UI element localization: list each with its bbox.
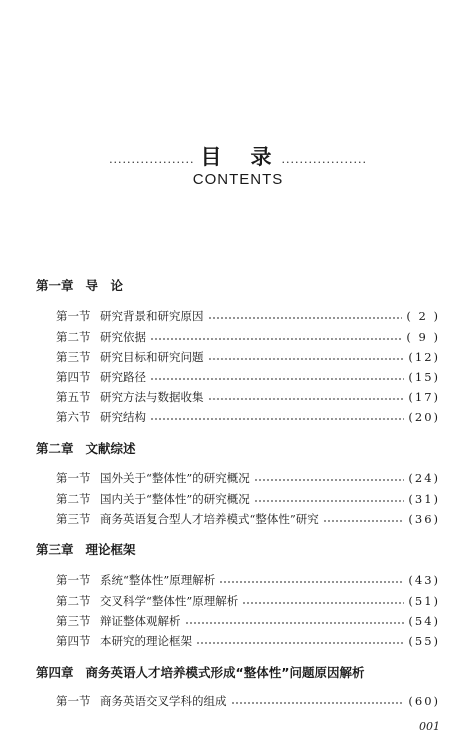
- chapter-number: 第三章: [36, 542, 74, 557]
- section-number: 第一节: [56, 573, 91, 587]
- dot-leader: [150, 338, 402, 340]
- section-number: 第五节: [56, 390, 91, 404]
- section-title: 研究依据: [100, 330, 146, 344]
- chapter-title: 商务英语人才培养模式形成“整体性”问题原因解析: [85, 665, 365, 680]
- section-number: 第六节: [56, 410, 91, 424]
- section-title: 商务英语复合型人才培养模式“整体性”研究: [100, 512, 319, 526]
- section-number: 第二节: [56, 492, 91, 506]
- toc-entry[interactable]: [56, 612, 440, 630]
- toc-entry[interactable]: [56, 469, 440, 487]
- chapter-heading[interactable]: [36, 541, 446, 559]
- toc-entry[interactable]: [56, 692, 440, 710]
- dot-leader: [150, 378, 404, 380]
- section-title: 研究结构: [100, 410, 146, 424]
- section-number: 第二节: [56, 330, 91, 344]
- section-number: 第二节: [56, 594, 91, 608]
- chapter-heading[interactable]: [36, 277, 446, 295]
- toc-entry[interactable]: [56, 592, 440, 610]
- page-number: (36): [408, 512, 440, 526]
- dot-leader: [254, 500, 405, 502]
- page-number: (24): [408, 471, 440, 485]
- dot-leader: [208, 398, 405, 400]
- section-number: 第四节: [56, 634, 91, 648]
- page-title: 目 录: [200, 145, 276, 169]
- section-title: 研究背景和研究原因: [100, 309, 204, 323]
- dot-leader: [231, 702, 405, 704]
- section-title: 研究方法与数据收集: [100, 390, 204, 404]
- section-title: 国外关于“整体性”的研究概况: [100, 471, 250, 485]
- title-dots-left: ...................: [109, 153, 195, 166]
- page-subtitle: CONTENTS: [192, 171, 284, 188]
- chapter-number: 第一章: [36, 278, 74, 293]
- chapter-heading[interactable]: [36, 440, 446, 458]
- toc-heading: [0, 144, 476, 188]
- chapter-number: 第二章: [36, 441, 74, 456]
- chapter-title: 导 论: [85, 278, 124, 293]
- dot-leader: [196, 642, 404, 644]
- dot-leader: [219, 581, 404, 583]
- dot-leader: [208, 358, 405, 360]
- toc-entry[interactable]: [56, 307, 440, 325]
- title-dots-right: ...................: [281, 153, 367, 166]
- page-number: ( 2 ): [406, 309, 440, 323]
- page-number: (15): [408, 370, 440, 384]
- page-number: ( 9 ): [406, 330, 440, 344]
- toc-entry[interactable]: [56, 388, 440, 406]
- dot-leader: [185, 622, 405, 624]
- page-number: (12): [408, 350, 440, 364]
- dot-leader: [208, 317, 403, 319]
- dot-leader: [150, 418, 404, 420]
- section-title: 交叉科学“整体性”原理解析: [100, 594, 239, 608]
- toc-entry[interactable]: [56, 408, 440, 426]
- section-number: 第三节: [56, 350, 91, 364]
- page-number: (43): [408, 573, 440, 587]
- section-number: 第一节: [56, 471, 91, 485]
- section-title: 研究目标和研究问题: [100, 350, 204, 364]
- page-number: (54): [408, 614, 440, 628]
- page-number: (17): [408, 390, 440, 404]
- toc-entry[interactable]: [56, 328, 440, 346]
- page-number: (55): [408, 634, 440, 648]
- page-number: (31): [408, 492, 440, 506]
- toc-entry[interactable]: [56, 348, 440, 366]
- page-number: (60): [408, 694, 440, 708]
- section-number: 第三节: [56, 512, 91, 526]
- toc-entry[interactable]: [56, 490, 440, 508]
- chapter-title: 文献综述: [85, 441, 136, 456]
- toc-entry[interactable]: [56, 571, 440, 589]
- toc-entry[interactable]: [56, 632, 440, 650]
- section-title: 本研究的理论框架: [100, 634, 192, 648]
- chapter-number: 第四章: [36, 665, 74, 680]
- toc-entry[interactable]: [56, 368, 440, 386]
- section-title: 研究路径: [100, 370, 146, 384]
- page-number: (51): [408, 594, 440, 608]
- section-number: 第三节: [56, 614, 91, 628]
- toc-entry[interactable]: [56, 510, 440, 528]
- chapter-heading[interactable]: [36, 664, 446, 682]
- page-number: (20): [408, 410, 440, 424]
- section-title: 商务英语交叉学科的组成: [100, 694, 227, 708]
- section-number: 第四节: [56, 370, 91, 384]
- section-number: 第一节: [56, 694, 91, 708]
- dot-leader: [323, 520, 405, 522]
- section-number: 第一节: [56, 309, 91, 323]
- dot-leader: [254, 479, 405, 481]
- section-title: 国内关于“整体性”的研究概况: [100, 492, 250, 506]
- dot-leader: [242, 602, 404, 604]
- section-title: 系统“整体性”原理解析: [100, 573, 216, 587]
- page-folio: 001: [419, 720, 440, 733]
- title-row: [0, 144, 476, 170]
- section-title: 辩证整体观解析: [100, 614, 181, 628]
- chapter-title: 理论框架: [85, 542, 136, 557]
